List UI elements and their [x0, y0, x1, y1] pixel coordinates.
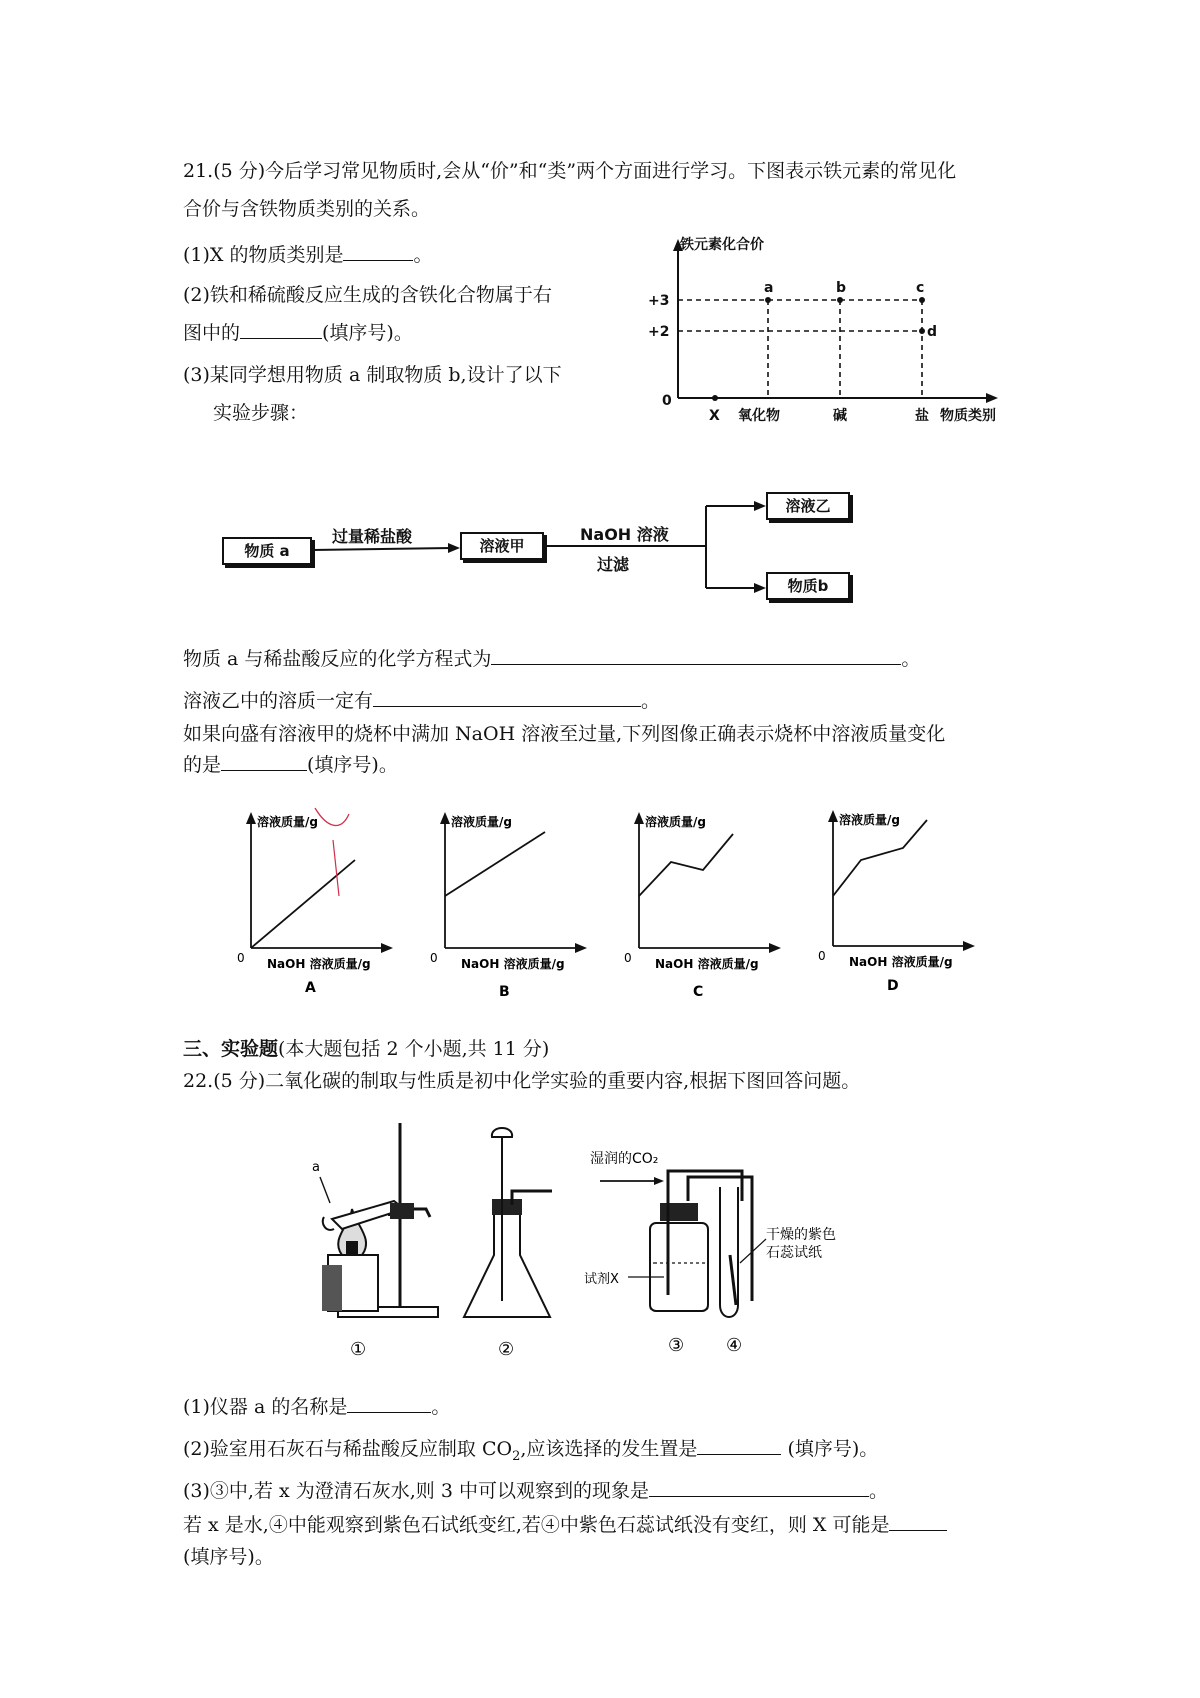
flow-box-out1: 溶液乙: [766, 492, 850, 520]
graph-b-id: B: [499, 984, 510, 1000]
q22-part3b-text: 若 x 是水,④中能观察到紫色石试纸变红,若④中紫色石蕊试纸没有变红，则 X 可能是: [183, 1514, 890, 1536]
q22-intro: 22.(5 分)二氧化碳的制取与性质是初中化学实验的重要内容,根据下图回答问题。: [183, 1070, 861, 1092]
graph-d-id: D: [887, 978, 899, 994]
q21-part2b-end: (填序号)。: [322, 322, 413, 344]
apparatus-num-1: ①: [350, 1339, 367, 1360]
q21-graph-blank[interactable]: [221, 752, 307, 771]
graph-b-ylabel: 溶液质量/g: [451, 815, 512, 829]
point-d: [919, 328, 925, 334]
cat-x: X: [709, 408, 720, 424]
q21-part3b: 实验步骤：: [213, 402, 309, 424]
point-a: [765, 297, 771, 303]
q21-part2-blank[interactable]: [240, 320, 322, 339]
valence-chart: [640, 235, 1020, 435]
q21-graph-question2-end: (填序号)。: [307, 754, 398, 776]
label-reagent-x: 试剂X: [584, 1272, 619, 1287]
q22-part1-end: 。: [431, 1396, 451, 1418]
graph-a-origin: 0: [237, 951, 245, 965]
cat-oxide: 氧化物: [738, 408, 780, 424]
q22-part2-text-b: ,应该选择的发生置是: [520, 1438, 698, 1460]
label-dry-paper-2: 石蕊试纸: [766, 1245, 822, 1261]
q21-solute: [183, 688, 660, 714]
q22-part1-blank[interactable]: [347, 1394, 431, 1413]
q22-part3a: [183, 1478, 888, 1504]
q21-equation-end: 。: [901, 648, 921, 670]
flow-box-mid: 溶液甲: [460, 532, 544, 560]
apparatus-2: [464, 1128, 552, 1360]
q22-part3a-blank[interactable]: [649, 1478, 869, 1497]
graph-d-ylabel: 溶液质量/g: [839, 813, 900, 827]
point-b: [837, 297, 843, 303]
q22-part3b: [183, 1512, 947, 1538]
q21-part1-end: 。: [413, 244, 433, 266]
q21-equation-text: 物质 a 与稀盐酸反应的化学方程式为: [183, 648, 492, 670]
graph-a-id: A: [305, 980, 316, 996]
flow-step2a: NaOH 溶液: [580, 525, 669, 544]
graph-d-xlabel: NaOH 溶液质量/g: [849, 955, 953, 969]
graph-a-ylabel: 溶液质量/g: [257, 815, 318, 829]
graph-d: [818, 810, 975, 994]
q21-solute-end: 。: [641, 690, 661, 712]
q22-part2-sub: 2: [512, 1448, 521, 1464]
q21-part2a: (2)铁和稀硫酸反应生成的含铁化合物属于右: [183, 284, 552, 306]
q21-graph-question2-text: 的是: [183, 754, 222, 776]
cat-base: 碱: [833, 408, 847, 424]
q22-part1-text: (1)仪器 a 的名称是: [183, 1396, 348, 1418]
q21-solute-blank[interactable]: [373, 688, 641, 707]
point-c: [919, 297, 925, 303]
q22-part2: [183, 1436, 878, 1470]
q21-part2b-text: 图中的: [183, 322, 241, 344]
graph-c-xlabel: NaOH 溶液质量/g: [655, 957, 759, 971]
apparatus-3-4: [584, 1151, 836, 1356]
q21-part1-blank[interactable]: [343, 242, 413, 261]
q21-intro-line1: 21.(5 分)今后学习常见物质时,会从“价”和“类”两个方面进行学习。下图表示铁元素的常见化: [183, 160, 957, 182]
label-wet-co2: 湿润的CO₂: [590, 1151, 659, 1167]
q22-part1: [183, 1394, 450, 1420]
apparatus-figure: [290, 1105, 930, 1375]
graph-c-origin: 0: [624, 951, 632, 965]
label-c: c: [916, 280, 925, 296]
graph-c-id: C: [693, 984, 704, 1000]
q22-part3a-end: 。: [868, 1480, 888, 1502]
q21-graph-question1: 如果向盛有溶液甲的烧杯中满加 NaOH 溶液至过量,下列图像正确表示烧杯中溶液质量变化: [183, 723, 946, 745]
q22-part2-blank[interactable]: [697, 1436, 781, 1455]
cat-salt: 盐: [915, 408, 929, 424]
graph-a-xlabel: NaOH 溶液质量/g: [267, 957, 371, 971]
label-d: d: [927, 324, 938, 340]
graph-b: [430, 812, 587, 1000]
section3-title-rest: (本大题包括 2 个小题,共 11 分): [278, 1038, 550, 1060]
tick-zero: 0: [662, 393, 672, 409]
point-x: [712, 395, 718, 401]
apparatus-num-3: ③: [668, 1335, 685, 1356]
q22-part3a-text: (3)③中,若 x 为澄清石灰水,则 3 中可以观察到的现象是: [183, 1480, 649, 1502]
q22-part3b-blank[interactable]: [889, 1512, 947, 1531]
tick-plus2: +2: [648, 324, 670, 340]
flow-box-out2: 物质b: [766, 572, 850, 600]
apparatus-num-2: ②: [498, 1339, 515, 1360]
section3-title: 三、实验题: [183, 1038, 279, 1060]
q21-solute-text: 溶液乙中的溶质一定有: [183, 690, 374, 712]
q21-part1: [183, 242, 433, 268]
graph-c: [624, 812, 781, 1000]
q21-equation: [183, 646, 920, 672]
valence-xlabel: 物质类别: [940, 408, 996, 424]
mass-graphs: [215, 800, 1035, 1000]
apparatus-num-4: ④: [726, 1335, 743, 1356]
q22-part2-text-a: (2)验室用石灰石与稀盐酸反应制取 CO: [183, 1438, 513, 1460]
graph-d-origin: 0: [818, 949, 826, 963]
label-dry-paper-1: 干燥的紫色: [766, 1227, 836, 1243]
graph-a: [237, 808, 393, 996]
label-b: b: [836, 280, 847, 296]
q22-part3c: (填序号)。: [183, 1546, 274, 1568]
tick-plus3: +3: [648, 293, 670, 309]
graph-b-xlabel: NaOH 溶液质量/g: [461, 957, 565, 971]
label-a: a: [764, 280, 774, 296]
valence-ylabel: 铁元素化合价: [680, 237, 764, 253]
flow-step2b: 过滤: [597, 555, 630, 574]
section3-heading: [183, 1036, 549, 1062]
q21-part1-text: (1)X 的物质类别是: [183, 244, 344, 266]
q21-equation-blank[interactable]: [491, 646, 901, 665]
apparatus-1: [312, 1123, 438, 1360]
flow-step1: 过量稀盐酸: [332, 527, 413, 546]
flow-box-start: 物质 a: [222, 537, 312, 565]
graph-b-origin: 0: [430, 951, 438, 965]
q21-graph-question2: [183, 752, 398, 778]
q21-part3a: (3)某同学想用物质 a 制取物质 b,设计了以下: [183, 364, 562, 386]
label-instrument-a: a: [312, 1160, 320, 1175]
q21-intro-line2: 合价与含铁物质类别的关系。: [183, 198, 431, 220]
q22-part2-end: (填序号)。: [781, 1438, 879, 1460]
q21-part2b: [183, 320, 413, 346]
graph-c-ylabel: 溶液质量/g: [645, 815, 706, 829]
